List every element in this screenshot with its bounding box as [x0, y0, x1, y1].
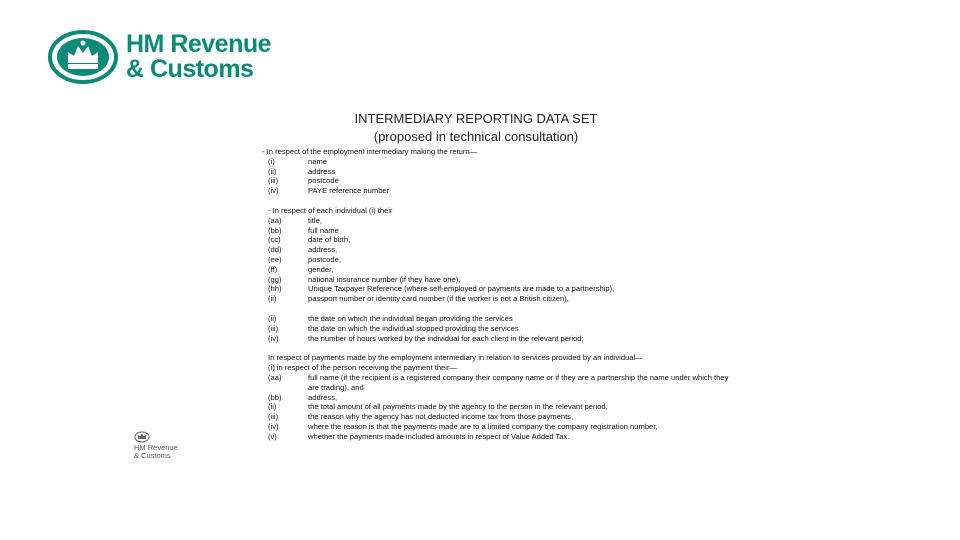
- list-item: (iii) postcode: [268, 176, 339, 186]
- list-item: (i) name: [268, 156, 327, 166]
- crown-emblem-icon: [48, 30, 118, 84]
- list-item: (iv) the number of hours worked by the individual for each client in the relevant period;: [268, 333, 584, 343]
- list-item: (hh) Unique Taxpayer Reference (where self-employed or payments are made to a partnership),: [268, 284, 615, 294]
- section2-intro: - In respect of each individual (i) their: [268, 205, 393, 215]
- list-item: (iv) where the reason is that the payments made are to a limited company the company registration number,: [268, 421, 658, 431]
- section4-intro: In respect of payments made by the employment intermediary in relation to services provided by an individual—: [268, 353, 643, 363]
- footer-logo-line-1: HM Revenue: [134, 443, 178, 452]
- list-item: (ff) gender,: [268, 264, 334, 274]
- list-item: (ee) postcode,: [268, 254, 341, 264]
- footer-logo: [134, 431, 178, 460]
- section1-intro: - In respect of the employment intermediary making the return—: [262, 147, 478, 156]
- list-item: (dd) address,: [268, 245, 338, 255]
- list-item: (ii) the total amount of all payments made by the agency to the person in the relevant period,: [268, 402, 608, 412]
- list-item: (iii) the date on which the individual stopped providing the services: [268, 323, 519, 333]
- list-item: (iii) the reason why the agency has not deducted income tax from those payments,: [268, 412, 574, 422]
- list-item: (ii) the date on which the individual began providing the services: [268, 313, 513, 323]
- list-item: (v) whether the payments made included amounts in respect of Value Added Tax.: [268, 431, 570, 441]
- data-set-list: [262, 147, 732, 442]
- list-item: (gg) national insurance number (if they have one),: [268, 274, 461, 284]
- logo-line-1: HM Revenue: [126, 30, 272, 58]
- logo-wordmark: [126, 32, 271, 82]
- logo-line-2: & Customs: [126, 55, 254, 83]
- section4-sub-intro: (i) in respect of the person receiving the payment their—: [268, 363, 458, 373]
- footer-logo-line-2: & Customs: [134, 451, 171, 460]
- document-heading: [300, 110, 652, 146]
- list-item: (ii) passport number or identity card number (if the worker is not a British citizen),: [268, 294, 569, 304]
- list-item: (iv) PAYE reference number: [268, 186, 390, 196]
- heading-subtitle: (proposed in technical consultation): [373, 129, 579, 144]
- list-item: (bb) address,: [268, 392, 338, 402]
- heading-title: INTERMEDIARY REPORTING DATA SET: [354, 111, 598, 126]
- crown-emblem-small-icon: [134, 431, 150, 443]
- list-item: (ii) address: [268, 166, 336, 176]
- list-item: (aa) full name (if the recipient is a registered company their company name or if they are a partnership the name under which they are trading), and: [268, 372, 729, 392]
- list-item: (aa) title,: [268, 215, 322, 225]
- list-item: (cc) date of birth,: [268, 235, 351, 245]
- list-item: (bb) full name: [268, 225, 339, 235]
- hmrc-logo: [48, 30, 271, 84]
